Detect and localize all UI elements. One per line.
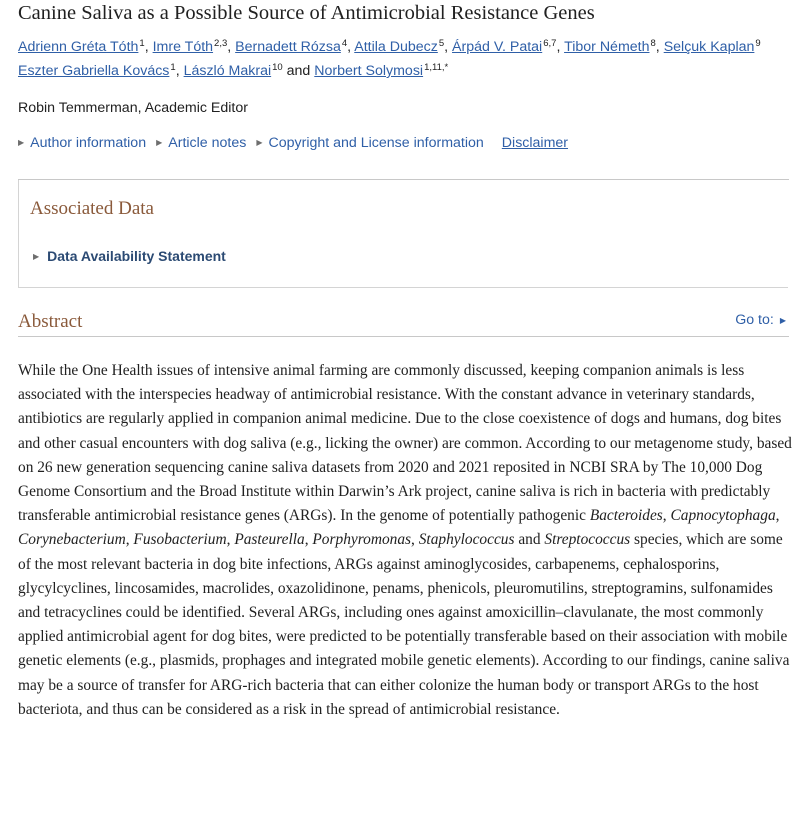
author-link[interactable]: Bernadett Rózsa — [235, 39, 341, 55]
affiliation-sup[interactable]: 1 — [139, 38, 145, 49]
genus-name: Bacteroides — [589, 507, 663, 525]
author-list — [18, 35, 793, 83]
abstract-heading: Abstract — [18, 311, 83, 332]
author-link[interactable]: Imre Tóth — [152, 39, 214, 55]
author-link[interactable]: Eszter Gabriella Kovács — [18, 63, 170, 79]
associated-data-heading: Associated Data — [30, 198, 154, 219]
abstract-part: species, which are some of the most relevant bacteria in dog bite infections, ARGs against aminoglycosides, carbapenems, cephalosporins, glycylcyclines, lincosamides, macrolides, oxazolidinone, penams, phenicols, pleuromutilins, streptogramins, sulfonamides and tetracyclines could be identified. Several ARGs, including ones against amoxicillin–clavulanate, the most commonly applied antimicrobial agent for dog bites, were predicted to be potentially transferable based on their association with mobile genetic elements (e.g., plasmids, prophages and integrated mobile genetic elements). According to our findings, canine saliva may be a source of transfer for ARG-rich bacteria that can either colonize the human body or transport ARGs to the host bacteriota, and thus can be considered as a risk in the spread of antimicrobial resistance. — [18, 531, 790, 718]
separator: , — [775, 507, 780, 525]
triangle-right-icon: ▶ — [779, 315, 786, 325]
author-link[interactable]: Selçuk Kaplan — [663, 39, 755, 55]
abstract-text — [18, 359, 793, 722]
copyright-license-toggle[interactable] — [256, 134, 483, 152]
affiliation-sup[interactable]: 4 — [341, 38, 348, 49]
author-separator: , — [655, 39, 664, 55]
author-separator: and — [282, 63, 315, 79]
author-separator: , — [227, 39, 236, 55]
genus-name: Pasteurella — [234, 531, 305, 549]
article-title: Canine Saliva as a Possible Source of Antimicrobial Resistance Genes — [18, 2, 595, 24]
affiliation-sup[interactable]: 8 — [650, 38, 656, 49]
article-notes-label: Article notes — [168, 135, 247, 151]
copyright-license-label: Copyright and License information — [268, 135, 484, 151]
affiliation-sup[interactable]: 5 — [438, 38, 445, 49]
triangle-right-icon: ▶ — [256, 138, 263, 147]
author-separator: , — [347, 39, 355, 55]
associated-data-panel — [18, 180, 788, 288]
go-to-label: Go to: — [735, 312, 774, 328]
separator: and — [514, 531, 545, 549]
author-link[interactable]: Norbert Solymosi — [314, 63, 424, 79]
genus-name: Staphylococcus — [418, 531, 515, 549]
author-information-label: Author information — [30, 135, 147, 151]
academic-editor: Robin Temmerman, Academic Editor — [18, 100, 248, 116]
go-to-menu[interactable] — [735, 312, 786, 328]
article-notes-toggle[interactable] — [156, 134, 246, 152]
abstract-part: While the One Health issues of intensive animal farming are commonly discussed, keeping companion animals is less associated with the interspecies headway of antimicrobial resistance. With the constant advance in veterinary standards, antibiotics are regularly applied in companion animal medicine. Due to the close coexistence of dogs and humans, dog bites and other casual encounters with dog saliva (e.g., licking the owner) are common. According to our metagenome study, based on 26 new generation sequencing canine saliva datasets from 2020 and 2021 reposited in NCBI SRA by The 10,000 Dog Genome Consortium and the Broad Institute within Darwin’s Ark project, canine saliva is rich in bacteria with predictably transferable antimicrobial resistance genes (ARGs). In the genome of potentially pathogenic — [18, 362, 792, 525]
triangle-right-icon: ▶ — [18, 138, 25, 147]
author-link[interactable]: László Makrai — [183, 63, 272, 79]
author-information-toggle[interactable] — [18, 134, 146, 152]
triangle-right-icon: ▶ — [156, 138, 163, 147]
genus-name: Corynebacterium — [18, 531, 126, 549]
disclaimer-link[interactable]: Disclaimer — [501, 135, 569, 151]
author-link[interactable]: Tibor Németh — [564, 39, 650, 55]
affiliation-sup[interactable]: 9 — [755, 38, 761, 49]
author-separator: , — [175, 63, 184, 79]
genus-name: Fusobacterium — [133, 531, 227, 549]
divider — [18, 336, 789, 337]
article-info-links — [18, 134, 568, 152]
author-separator: , — [444, 39, 453, 55]
separator: , — [304, 531, 313, 549]
affiliation-sup[interactable]: 10 — [272, 62, 283, 73]
data-availability-label: Data Availability Statement — [47, 248, 226, 264]
separator: , — [125, 531, 134, 549]
author-separator: , — [144, 39, 153, 55]
separator: , — [662, 507, 671, 525]
genus-name: Streptococcus — [544, 531, 631, 549]
author-link[interactable]: Árpád V. Patai — [452, 39, 543, 55]
genus-name: Capnocytophaga — [670, 507, 776, 525]
author-separator: , — [556, 39, 565, 55]
separator: , — [411, 531, 419, 549]
genus-name: Porphyromonas — [312, 531, 412, 549]
affiliation-sup[interactable]: 1 — [170, 62, 176, 73]
affiliation-sup[interactable]: 6,7 — [543, 38, 557, 49]
data-availability-toggle[interactable] — [33, 248, 226, 264]
triangle-right-icon: ▶ — [33, 251, 40, 261]
affiliation-sup[interactable]: 2,3 — [214, 38, 228, 49]
affiliation-sup[interactable]: 1,11,* — [424, 62, 449, 73]
separator: , — [226, 531, 235, 549]
author-link[interactable]: Attila Dubecz — [354, 39, 438, 55]
author-link[interactable]: Adrienn Gréta Tóth — [18, 39, 139, 55]
